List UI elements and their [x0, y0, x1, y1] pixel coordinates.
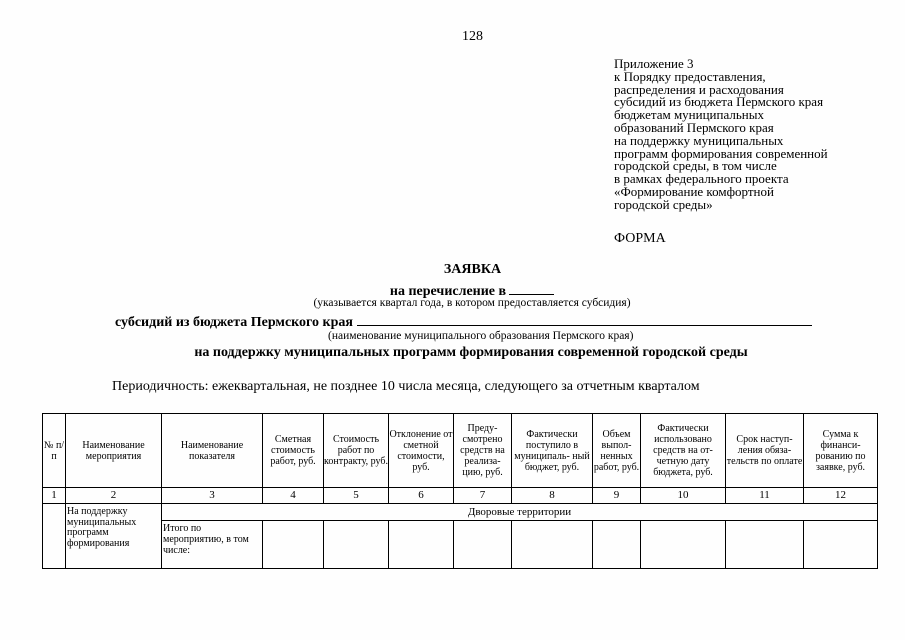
municipality-blank-field[interactable]: [357, 313, 812, 326]
column-header: Фактически использовано средств на от- четную дату бюджета, руб.: [641, 414, 726, 488]
appendix-line: образований Пермского края: [614, 119, 774, 135]
column-number-row: [43, 488, 878, 504]
appendix-line: в рамках федерального проекта: [614, 171, 789, 187]
appendix-line: «Формирование комфортной: [614, 183, 774, 199]
column-header: Фактически поступило в муниципаль- ный бюджет, руб.: [512, 414, 593, 488]
column-number: 3: [162, 488, 263, 504]
appendix-line: городской среды, в том числе: [614, 158, 777, 174]
appendix-line: субсидий из бюджета Пермского края: [614, 94, 824, 110]
program-line: на поддержку муниципальных программ формирования современной городской среды: [194, 345, 748, 360]
appendix-line: на поддержку муниципальных: [614, 132, 784, 148]
form-label: ФОРМА: [614, 231, 666, 246]
contract-cost-cell[interactable]: [324, 521, 389, 569]
table-row: [43, 504, 878, 521]
column-header: № п/п: [43, 414, 66, 488]
appendix-line: распределения и расходования: [614, 81, 784, 97]
estimated-cost-cell[interactable]: [263, 521, 324, 569]
column-header: Срок наступ- ления обяза- тельств по оплате: [726, 414, 804, 488]
column-number: 12: [804, 488, 878, 504]
quarter-note: (указывается квартал года, в котором предоставляется субсидия): [313, 297, 631, 309]
column-number: 1: [43, 488, 66, 504]
column-number: 4: [263, 488, 324, 504]
transfer-text: на перечисление в: [389, 284, 507, 299]
payment-deadline-cell[interactable]: [726, 521, 804, 569]
appendix-line: Приложение 3: [614, 56, 694, 71]
column-header: Наименование показателя: [162, 414, 263, 488]
subsidy-line: [115, 313, 812, 331]
column-header: Сумма к финанси- рованию по заявке, руб.: [804, 414, 878, 488]
quarter-blank-field[interactable]: [509, 283, 554, 295]
periodicity-text: Периодичность: ежеквартальная, не позднее 10 числа месяца, следующего за отчетным кварталом: [112, 379, 700, 394]
municipality-note: (наименование муниципального образования Пермского края): [328, 330, 634, 342]
table-header-row: [43, 414, 878, 488]
column-number: 8: [512, 488, 593, 504]
appendix-line: бюджетам муниципальных: [614, 107, 764, 123]
total-label-cell: Итого по мероприятию, в том числе:: [162, 521, 263, 569]
appendix-line: городской среды»: [614, 196, 713, 212]
column-header: Наименование мероприятия: [66, 414, 162, 488]
measure-name-cell: На поддержку муниципальных программ формирования: [66, 504, 162, 569]
column-header: Преду- смотрено средств на реализа- цию, руб.: [454, 414, 512, 488]
table-row: [43, 521, 878, 569]
column-header: Сметная стоимость работ, руб.: [263, 414, 324, 488]
column-header: Стоимость работ по контракту, руб.: [324, 414, 389, 488]
received-funds-cell[interactable]: [512, 521, 593, 569]
deviation-cell[interactable]: [389, 521, 454, 569]
used-funds-cell[interactable]: [641, 521, 726, 569]
column-number: 10: [641, 488, 726, 504]
requested-amount-cell[interactable]: [804, 521, 878, 569]
application-table: [42, 413, 878, 569]
column-number: 5: [324, 488, 389, 504]
page-number: 128: [462, 29, 483, 44]
subsidy-text: субсидий из бюджета Пермского края: [115, 315, 353, 330]
appendix-line: программ формирования современной: [614, 145, 828, 161]
appendix-block: [614, 58, 828, 212]
column-header: Объем выпол- ненных работ, руб.: [593, 414, 641, 488]
planned-funds-cell[interactable]: [454, 521, 512, 569]
column-number: 7: [454, 488, 512, 504]
column-number: 6: [389, 488, 454, 504]
section-label: Дворовые территории: [162, 504, 878, 521]
column-number: 9: [593, 488, 641, 504]
number-cell[interactable]: [43, 504, 66, 569]
work-volume-cell[interactable]: [593, 521, 641, 569]
appendix-line: к Порядку предоставления,: [614, 68, 766, 84]
column-number: 11: [726, 488, 804, 504]
column-number: 2: [66, 488, 162, 504]
document-title: ЗАЯВКА: [443, 262, 502, 277]
column-header: Отклонение от сметной стоимости, руб.: [389, 414, 454, 488]
